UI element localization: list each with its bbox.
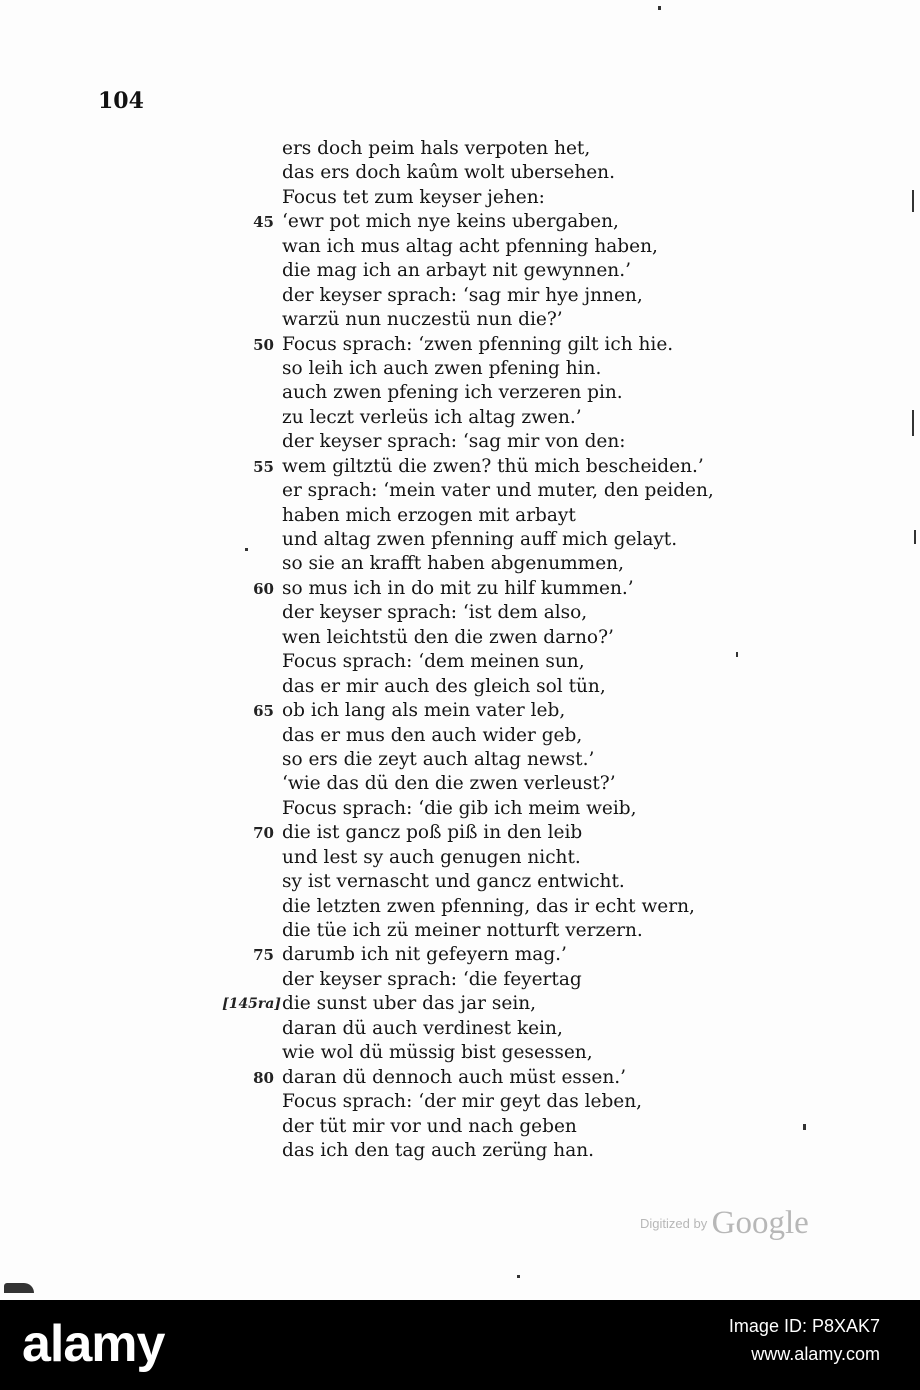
verse-text: der keyser sprach: ‘sag mir von den: [282, 431, 626, 453]
verse-line [0, 528, 920, 552]
verse-text: der keyser sprach: ‘ist dem also, [282, 602, 588, 624]
line-number: 50 [253, 335, 274, 354]
verse-line [0, 357, 920, 381]
verse-line [0, 259, 920, 283]
verse-text: ‘wie das dü den die zwen verleust?’ [282, 773, 616, 795]
verse-line [0, 992, 920, 1016]
verse-line [0, 186, 920, 210]
verse-line [0, 724, 920, 748]
verse-text: Focus sprach: ‘der mir geyt das leben, [282, 1091, 643, 1113]
verse-line [0, 1041, 920, 1065]
line-number: 60 [253, 579, 274, 598]
alamy-url: www.alamy.com [751, 1344, 880, 1364]
digitized-prefix: Digitized by [640, 1216, 708, 1231]
verse-text: wie wol dü müssig bist gesessen, [282, 1042, 593, 1064]
scan-mark-dot [736, 652, 738, 657]
verse-text: das ers doch kaûm wolt ubersehen. [282, 162, 615, 184]
verse-text: Focus sprach: ‘zwen pfenning gilt ich hie. [282, 333, 674, 355]
verse-line [0, 284, 920, 308]
verse-line [0, 552, 920, 576]
scan-mark-right [912, 190, 914, 212]
verse-text: so mus ich in do mit zu hilf kummen.’ [282, 577, 634, 599]
verse-line [0, 1115, 920, 1139]
google-digitized-watermark [640, 1205, 809, 1242]
verse-text: wen leichtstü den die zwen darno?’ [282, 626, 614, 648]
verse-text: sy ist vernascht und gancz entwicht. [282, 871, 625, 893]
verse-text: auch zwen pfening ich verzeren pin. [282, 382, 623, 404]
verse-line [0, 748, 920, 772]
verse-line [0, 1017, 920, 1041]
verse-text: warzü nun nuczestü nun die?’ [282, 309, 563, 331]
line-number: 70 [253, 824, 274, 843]
stock-footer-bar [0, 1300, 920, 1390]
verse-text: der keyser sprach: ‘sag mir hye jnnen, [282, 284, 643, 306]
verse-line [0, 968, 920, 992]
line-number: 45 [253, 213, 274, 232]
verse-line [0, 381, 920, 405]
verse-text: die ist gancz poß piß in den leib [282, 822, 583, 844]
verse-text: der keyser sprach: ‘die feyertag [282, 968, 582, 990]
folio-marker: [145ra] [222, 996, 281, 1013]
verse-text: daran dü dennoch auch müst essen.’ [282, 1066, 627, 1088]
verse-text: so leih ich auch zwen pfening hin. [282, 357, 602, 379]
scan-mark-right [914, 530, 916, 544]
verse-text: das er mus den auch wider geb, [282, 724, 583, 746]
verse-line [0, 846, 920, 870]
verse-text: Focus tet zum keyser jehen: [282, 186, 545, 208]
verse-text: darumb ich nit gefeyern mag.’ [282, 944, 567, 966]
verse-line [0, 479, 920, 503]
verse-line [0, 308, 920, 332]
verse-text: die mag ich an arbayt nit gewynnen.’ [282, 260, 631, 282]
verse-text: die sunst uber das jar sein, [282, 993, 537, 1015]
verse-line [0, 137, 920, 161]
verse-line [0, 675, 920, 699]
verse-text: ers doch peim hals verpoten het, [282, 138, 591, 159]
verse-text: und altag zwen pfenning auff mich gelayt. [282, 529, 678, 550]
verse-text: so sie an krafft haben abgenummen, [282, 553, 624, 575]
verse-text: Focus sprach: ‘die gib ich meim weib, [282, 797, 637, 819]
verse-line [0, 235, 920, 259]
verse-line [0, 430, 920, 454]
verse-text: daran dü auch verdinest kein, [282, 1017, 563, 1039]
verse-text: wem giltztü die zwen? thü mich bescheiden.’ [282, 455, 704, 477]
verse-line [0, 626, 920, 650]
poem-text [0, 137, 920, 1163]
verse-text: der tüt mir vor und nach geben [282, 1115, 577, 1137]
verse-text: ob ich lang als mein vater leb, [282, 700, 566, 722]
verse-line [0, 210, 920, 234]
verse-line [0, 504, 920, 528]
verse-line [0, 797, 920, 821]
verse-line [0, 406, 920, 430]
verse-text: er sprach: ‘mein vater und muter, den peiden, [282, 480, 714, 502]
image-id: Image ID: P8XAK7 [728, 1316, 880, 1336]
verse-text: das er mir auch des gleich sol tün, [282, 675, 606, 697]
google-logo: Google [711, 1205, 809, 1241]
verse-line [0, 943, 920, 967]
verse-line [0, 1139, 920, 1163]
alamy-logo: alamy [22, 1315, 165, 1373]
scan-mark-dot [803, 1124, 806, 1130]
verse-text: wan ich mus altag acht pfenning haben, [282, 235, 658, 257]
verse-line [0, 650, 920, 674]
line-number: 65 [253, 702, 274, 721]
verse-text: das ich den tag auch zerüng han. [282, 1139, 595, 1161]
scan-mark-corner [4, 1283, 34, 1293]
page-number: 104 [98, 88, 144, 114]
verse-line [0, 1090, 920, 1114]
scan-mark-right [912, 410, 914, 436]
verse-line [0, 870, 920, 894]
verse-text: und lest sy auch genugen nicht. [282, 846, 581, 868]
verse-text: haben mich erzogen mit arbayt [282, 504, 576, 526]
line-number: 75 [253, 946, 274, 965]
verse-text: zu leczt verleüs ich altag zwen.’ [282, 406, 582, 428]
verse-line [0, 919, 920, 943]
verse-line [0, 333, 920, 357]
scan-mark-top [658, 6, 661, 10]
verse-line [0, 577, 920, 601]
verse-line [0, 772, 920, 796]
verse-text: so ers die zeyt auch altag newst.’ [282, 748, 595, 770]
verse-line [0, 821, 920, 845]
verse-line [0, 699, 920, 723]
verse-line [0, 895, 920, 919]
line-number: 80 [253, 1068, 274, 1087]
verse-text: Focus sprach: ‘dem meinen sun, [282, 651, 585, 673]
verse-text: die letzten zwen pfenning, das ir echt wern, [282, 895, 695, 917]
verse-line [0, 455, 920, 479]
verse-text: ‘ewr pot mich nye keins ubergaben, [282, 211, 619, 233]
verse-line [0, 1066, 920, 1090]
verse-line [0, 601, 920, 625]
scan-mark-dot [245, 548, 248, 551]
verse-line [0, 161, 920, 185]
line-number: 55 [253, 457, 274, 476]
scan-mark-dot [517, 1275, 520, 1278]
verse-text: die tüe ich zü meiner notturft verzern. [282, 920, 643, 941]
